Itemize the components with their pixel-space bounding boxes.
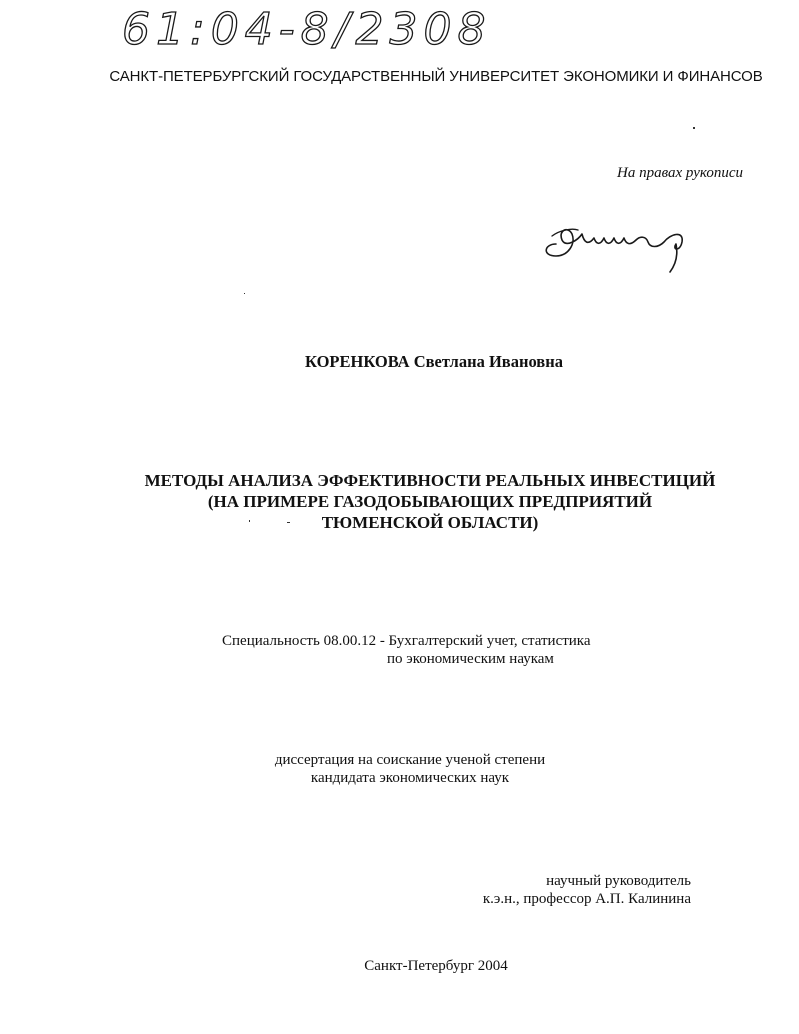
title-line-1: МЕТОДЫ АНАЛИЗА ЭФФЕКТИВНОСТИ РЕАЛЬНЫХ ИНВЕСТИЦИЙ xyxy=(144,471,716,490)
author-name: КОРЕНКОВА Светлана Ивановна xyxy=(305,352,563,371)
degree-block xyxy=(0,751,799,787)
svg-text:61:04-8/2308: 61:04-8/2308 xyxy=(122,4,492,55)
title-line-2: (НА ПРИМЕРЕ ГАЗОДОБЫВАЮЩИХ ПРЕДПРИЯТИЙ xyxy=(207,492,653,511)
scan-speck xyxy=(287,522,290,523)
degree-line-2: кандидата экономических наук xyxy=(310,770,510,786)
scan-speck xyxy=(249,520,250,522)
handwritten-archive-number xyxy=(118,0,518,60)
specialty-block xyxy=(222,632,591,668)
city-year: Санкт-Петербург 2004 xyxy=(364,958,508,974)
specialty-line-2: по экономическим наукам xyxy=(387,651,554,667)
supervisor-name: к.э.н., профессор А.П. Калинина xyxy=(482,891,691,907)
specialty-line-1: Специальность 08.00.12 - Бухгалтерский учет, статистика xyxy=(222,633,591,649)
scan-speck xyxy=(693,127,695,129)
supervisor-block xyxy=(483,872,691,908)
manuscript-rights-note: На правах рукописи xyxy=(617,165,743,181)
university-name: САНКТ-ПЕТЕРБУРГСКИЙ ГОСУДАРСТВЕННЫЙ УНИВЕРСИТЕТ ЭКОНОМИКИ И ФИНАНСОВ xyxy=(109,68,763,85)
title-line-3: ТЮМЕНСКОЙ ОБЛАСТИ) xyxy=(321,513,539,532)
dissertation-title xyxy=(0,470,799,533)
scan-speck xyxy=(244,293,245,294)
degree-line-1: диссертация на соискание ученой степени xyxy=(274,752,546,768)
author-signature xyxy=(538,214,698,274)
supervisor-role: научный руководитель xyxy=(546,873,691,889)
